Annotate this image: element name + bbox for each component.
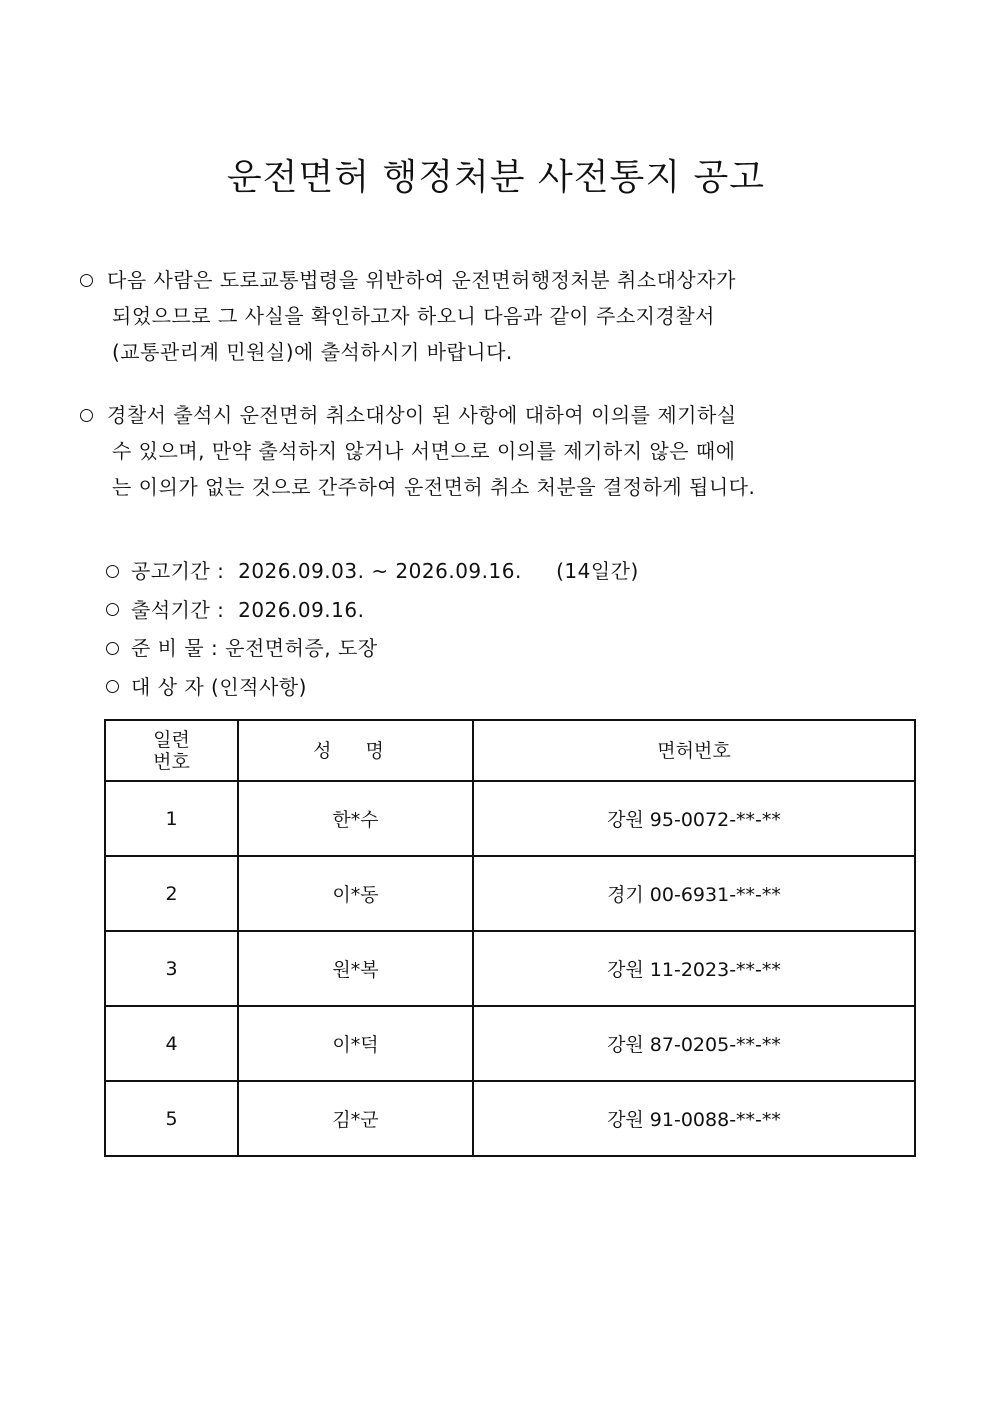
paragraph-line bbox=[80, 262, 880, 298]
paragraph-line bbox=[80, 433, 880, 469]
info-text: 준 비 물 : 운전면허증, 도장 bbox=[131, 636, 378, 660]
table-row bbox=[105, 856, 915, 931]
paragraph-line bbox=[80, 298, 880, 334]
table-row bbox=[105, 1006, 915, 1081]
info-item-targets bbox=[106, 668, 906, 707]
paragraph-text: 되었으므로 그 사실을 확인하고자 하오니 다음과 같이 주소지경찰서 bbox=[112, 304, 715, 328]
document-title: 운전면허 행정처분 사전통지 공고 bbox=[226, 157, 766, 198]
cell-serial-number: 1 bbox=[105, 781, 238, 856]
cell-name: 원*복 bbox=[238, 931, 473, 1006]
cell-name: 이*동 bbox=[238, 856, 473, 931]
cell-license-number: 강원 95-0072-**-** bbox=[473, 781, 915, 856]
table-row bbox=[105, 781, 915, 856]
cell-name: 이*덕 bbox=[238, 1006, 473, 1081]
paragraph-line bbox=[80, 469, 880, 505]
paragraph-line bbox=[80, 397, 880, 433]
info-item-period bbox=[106, 552, 906, 591]
targets-table bbox=[104, 719, 916, 1157]
cell-serial-number: 2 bbox=[105, 856, 238, 931]
header-name: 성 명 bbox=[238, 720, 473, 781]
paragraph-text: 수 있으며, 만약 출석하지 않거나 서면으로 이의를 제기하지 않은 때에 bbox=[112, 439, 736, 463]
header-license-number: 면허번호 bbox=[473, 720, 915, 781]
info-text: 출석기간 : 2026.09.16. bbox=[131, 597, 365, 622]
cell-license-number: 경기 00-6931-**-** bbox=[473, 856, 915, 931]
info-text: 대 상 자 (인적사항) bbox=[131, 674, 307, 699]
cell-serial-number: 5 bbox=[105, 1081, 238, 1156]
paragraph-text: 경찰서 출석시 운전면허 취소대상이 된 사항에 대하여 이의를 제기하실 bbox=[107, 403, 737, 427]
notice-info-list bbox=[106, 552, 906, 706]
circle-bullet-icon bbox=[106, 603, 119, 616]
notice-paragraph-1 bbox=[80, 262, 880, 370]
cell-name: 김*군 bbox=[238, 1081, 473, 1156]
cell-serial-number: 4 bbox=[105, 1006, 238, 1081]
circle-bullet-icon bbox=[106, 680, 119, 693]
info-item-materials bbox=[106, 629, 906, 668]
paragraph-line bbox=[80, 334, 880, 370]
circle-bullet-icon bbox=[106, 642, 119, 655]
table-row bbox=[105, 931, 915, 1006]
circle-bullet-icon bbox=[106, 565, 119, 578]
header-serial-number: 일련 번호 bbox=[105, 720, 238, 781]
cell-license-number: 강원 87-0205-**-** bbox=[473, 1006, 915, 1081]
cell-license-number: 강원 91-0088-**-** bbox=[473, 1081, 915, 1156]
notice-paragraph-2 bbox=[80, 397, 880, 505]
cell-name: 한*수 bbox=[238, 781, 473, 856]
table-row bbox=[105, 1081, 915, 1156]
paragraph-text: 는 이의가 없는 것으로 간주하여 운전면허 취소 처분을 결정하게 됩니다. bbox=[112, 475, 756, 499]
info-item-attendance bbox=[106, 591, 906, 630]
cell-license-number: 강원 11-2023-**-** bbox=[473, 931, 915, 1006]
table-header-row bbox=[105, 720, 915, 781]
paragraph-text: 다음 사람은 도로교통법령을 위반하여 운전면허행정처분 취소대상자가 bbox=[107, 268, 736, 292]
cell-serial-number: 3 bbox=[105, 931, 238, 1006]
info-text: 공고기간 : 2026.09.03. ~ 2026.09.16. (14일간) bbox=[131, 559, 639, 583]
circle-bullet-icon bbox=[80, 409, 93, 422]
circle-bullet-icon bbox=[80, 274, 93, 287]
paragraph-text: (교통관리계 민원실)에 출석하시기 바랍니다. bbox=[112, 340, 513, 364]
